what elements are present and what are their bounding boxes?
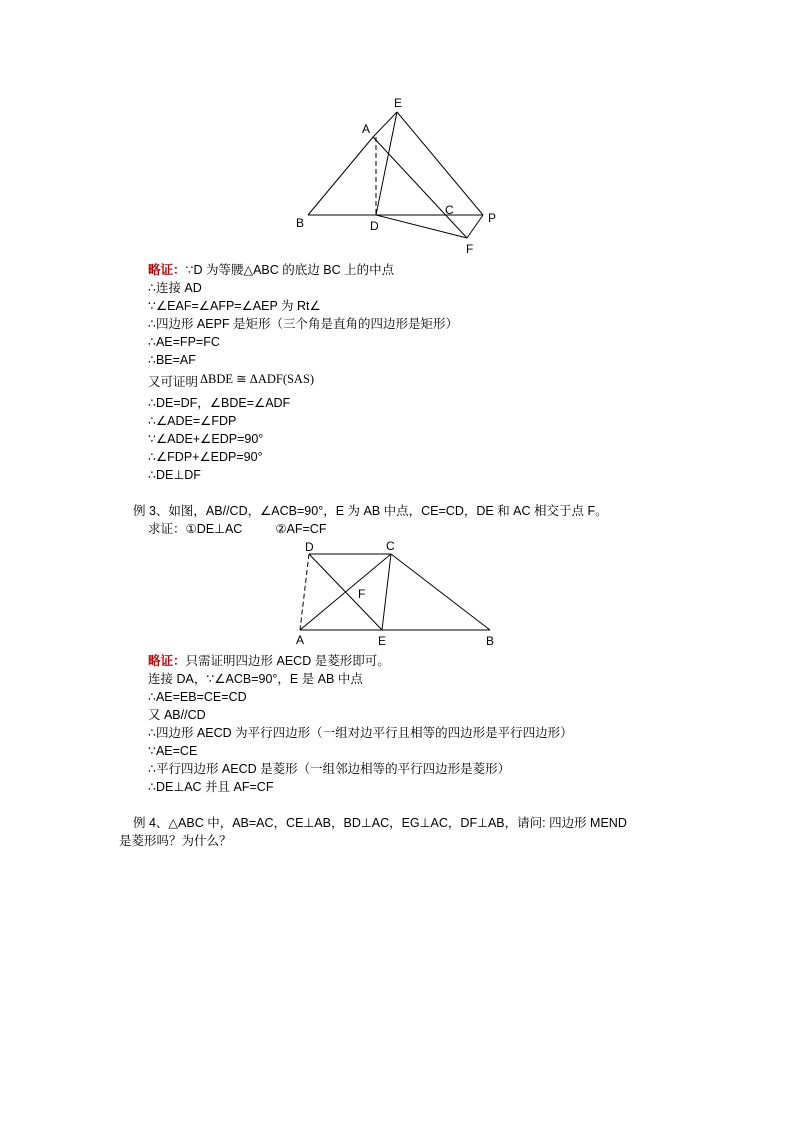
label-A: A: [296, 633, 305, 647]
proof2-line: ∴AE=EB=CE=CD: [148, 690, 247, 704]
proof1-lead: 略证：: [148, 263, 186, 277]
proof2-lead: 略证：: [148, 654, 186, 668]
example4-line-1: 例 4、△ABC 中，AB=AC，CE⊥AB，BD⊥AC，EG⊥AC，DF⊥AB，请问: 四边形 MEND: [133, 816, 627, 830]
segment-AF: [373, 137, 467, 238]
proof1-line: ∴BE=AF: [148, 353, 196, 367]
segment-FP: [467, 215, 483, 238]
proof1-line: ∴∠FDP+∠EDP=90°: [148, 450, 263, 464]
proof2-line: ∴平行四边形 AECD 是菱形（一组邻边相等的平行四边形是菱形）: [148, 762, 511, 776]
label-B: B: [486, 634, 495, 648]
proof2-line: ∴DE⊥AC 并且 AF=CF: [148, 780, 274, 794]
example3-prove-1: 求证：①DE⊥AC: [148, 522, 243, 536]
proof1-first-line: [148, 261, 394, 279]
proof1-also-line: [148, 373, 314, 391]
example4-line-2: 是菱形吗？为什么？: [119, 834, 232, 848]
proof1-line: ∵∠EAF=∠AFP=∠AEP 为 Rt∠: [148, 299, 321, 313]
proof1-line: ∴AE=FP=FC: [148, 335, 220, 349]
segment-DF: [376, 215, 467, 238]
proof2-first: 只需证明四边形 AECD 是菱形即可。: [185, 654, 390, 668]
segment-CB: [391, 554, 490, 630]
figure-2: [290, 535, 510, 655]
figure-1: [290, 92, 510, 262]
label-B: B: [296, 216, 305, 230]
label-E: E: [378, 634, 387, 648]
proof1-line: ∴∠ADE=∠FDP: [148, 414, 237, 428]
proof2-line: ∵AE=CE: [148, 744, 198, 758]
segment-CE: [382, 554, 391, 630]
label-C: C: [386, 539, 395, 553]
proof2-first-line: [148, 652, 390, 670]
segment-DA: [300, 554, 309, 630]
proof1-line: ∴四边形 AEPF 是矩形（三个角是直角的四边形是矩形）: [148, 317, 459, 331]
label-A: A: [362, 122, 371, 136]
example3-statement: 例 3、如图，AB//CD，∠ACB=90°，E 为 AB 中点，CE=CD，DE 和 AC 相交于点 F。: [133, 504, 608, 518]
segment-EP: [397, 112, 483, 215]
proof2-line: 又 AB//CD: [148, 708, 206, 722]
proof2-line: ∴四边形 AECD 为平行四边形（一组对边平行且相等的四边形是平行四边形）: [148, 726, 573, 740]
proof1-first: ∵D 为等腰△ABC 的底边 BC 上的中点: [185, 263, 395, 277]
proof1-congruence: ΔBDE ≅ ΔADF(SAS): [200, 372, 315, 386]
proof2-line: 连接 DA，∵∠ACB=90°，E 是 AB 中点: [148, 672, 363, 686]
label-C: C: [445, 203, 454, 217]
proof1-line: ∵∠ADE+∠EDP=90°: [148, 432, 264, 446]
proof1-also: 又可证明: [148, 375, 199, 389]
segment-AB: [308, 137, 373, 215]
label-D: D: [370, 219, 379, 233]
example3-prove-2: ②AF=CF: [275, 522, 327, 536]
segment-EA: [373, 112, 397, 137]
proof1-line: ∴连接 AD: [148, 281, 202, 295]
figure-1-svg: [290, 92, 510, 262]
segment-DE: [309, 554, 382, 630]
segment-ED: [376, 112, 397, 215]
label-P: P: [488, 211, 497, 225]
proof1-line: ∴DE⊥DF: [148, 468, 201, 482]
figure-2-svg: [290, 535, 510, 655]
label-E: E: [394, 96, 403, 110]
label-F: F: [466, 242, 474, 256]
label-D: D: [305, 540, 314, 554]
label-F: F: [358, 587, 366, 601]
proof1-line: ∴DE=DF，∠BDE=∠ADF: [148, 396, 291, 410]
